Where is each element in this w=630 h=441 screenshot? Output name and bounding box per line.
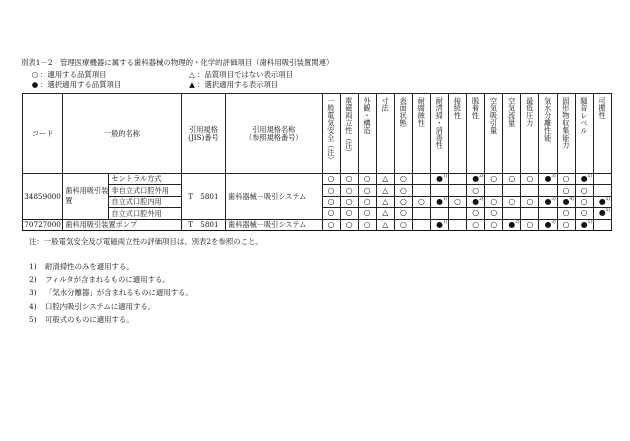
evaluation-cell: ○	[575, 185, 593, 196]
footnote-number: 3)	[29, 288, 37, 298]
legend-symbol: △	[189, 70, 195, 79]
evaluation-cell: ○	[394, 185, 412, 196]
evaluation-cell: ○	[358, 185, 376, 196]
header-item	[376, 94, 394, 174]
evaluation-cell: ○	[394, 219, 412, 230]
legend-symbol: ●	[31, 80, 39, 89]
evaluation-cell: ● 5)	[593, 208, 611, 219]
footnote-text: 「気水分離器」が含まれるものに適用する。	[45, 288, 193, 298]
footnote-ref: 2)	[479, 173, 484, 178]
code-cell: 34859000	[23, 174, 63, 220]
footnote-ref: 2)	[515, 219, 520, 224]
general-name-cell: 歯科用吸引装置	[63, 174, 109, 220]
evaluation-cell: △	[376, 208, 394, 219]
evaluation-cell	[503, 208, 521, 219]
header-item	[557, 94, 575, 174]
footnote-ref: 1)	[442, 196, 448, 201]
evaluation-table	[22, 93, 612, 231]
header-standard-name: 引用規格名称 （参照規格番号）	[226, 94, 322, 174]
header-item	[449, 94, 467, 174]
legend-symbol: ▲	[189, 80, 195, 89]
evaluation-cell: ○	[503, 174, 521, 185]
evaluation-cell: ○	[467, 185, 485, 196]
footnote-ref: 3)	[551, 219, 556, 224]
evaluation-cell: ○	[322, 174, 340, 185]
sub-type-cell: 自立式口腔内用	[109, 196, 181, 207]
footnote-ref: 4)	[569, 196, 574, 201]
evaluation-cell: ● 5)	[575, 174, 593, 185]
evaluation-cell: ○	[557, 208, 575, 219]
evaluation-cell: ● 2)	[503, 219, 521, 230]
header-item	[322, 94, 340, 174]
footnote-ref: 5)	[605, 196, 611, 201]
header-item-label: 気水分離性能	[543, 96, 553, 141]
evaluation-cell: ○	[557, 174, 575, 185]
footnote-number: 4)	[29, 301, 37, 311]
header-item-label: 騒音レベル	[579, 96, 589, 134]
table-header-row	[23, 94, 612, 174]
evaluation-cell	[521, 208, 539, 219]
evaluation-cell	[449, 219, 467, 230]
header-jis-standard: 引用規格 (JIS)番号	[181, 94, 225, 174]
footnote-number: 1)	[29, 262, 37, 271]
footnote-item	[29, 314, 134, 325]
evaluation-cell: ○	[485, 196, 503, 207]
evaluation-cell: ○	[340, 185, 358, 196]
footnote-item	[29, 261, 134, 272]
evaluation-cell: ○	[521, 219, 539, 230]
header-item-label: 耐清掃・消毒性	[435, 96, 445, 149]
header-item-label: 最低圧力	[525, 96, 535, 127]
header-item-label: 可搬性	[598, 96, 608, 119]
header-item-label: 寸法	[381, 96, 391, 112]
footnote-ref: 5)	[587, 219, 592, 224]
evaluation-cell	[449, 174, 467, 185]
evaluation-cell: ● 1)	[430, 219, 448, 230]
footnote-item	[29, 287, 193, 298]
evaluation-cell: ○	[521, 196, 539, 207]
evaluation-cell: △	[376, 185, 394, 196]
header-item	[575, 94, 593, 174]
footnote-ref: 1)	[442, 173, 448, 178]
header-item	[358, 94, 376, 174]
evaluation-cell: ○	[449, 196, 467, 207]
footnote-ref: 3)	[551, 173, 556, 178]
header-item	[340, 94, 358, 174]
evaluation-cell: ○	[322, 219, 340, 230]
legend-text: ：品質項目ではない表示項目	[197, 70, 294, 79]
code-cell: 70727000	[24, 219, 61, 229]
evaluation-cell	[412, 219, 430, 230]
evaluation-cell: ○	[467, 208, 485, 219]
jis-number-cell: T 5801	[181, 219, 225, 230]
evaluation-cell: ○	[340, 196, 358, 207]
evaluation-cell: ○	[340, 174, 358, 185]
evaluation-cell: ○	[557, 185, 575, 196]
footnote-ref: 1)	[442, 219, 448, 224]
evaluation-cell: ● 3)	[539, 196, 557, 207]
legend-symbol: ○	[31, 70, 39, 79]
footnote-text: 口腔内吸引システムに適用する。	[45, 301, 156, 311]
evaluation-cell: ○	[485, 208, 503, 219]
evaluation-cell: ○	[358, 174, 376, 185]
legend-text: ：選択適用する表示項目	[197, 80, 279, 89]
evaluation-cell: ○	[412, 196, 430, 207]
sub-type-cell: 自立式口腔外用	[109, 208, 181, 219]
evaluation-cell: △	[376, 219, 394, 230]
legend-item-select-display	[187, 79, 278, 90]
header-item	[485, 94, 503, 174]
footnote-ref: 3)	[551, 196, 556, 201]
evaluation-cell: ○	[340, 208, 358, 219]
sub-type-cell: セントラル方式	[109, 174, 181, 185]
footnote-ref: 2)	[479, 196, 484, 201]
header-item	[467, 94, 485, 174]
evaluation-cell: ○	[322, 185, 340, 196]
header-item	[394, 94, 412, 174]
evaluation-cell	[503, 185, 521, 196]
header-item-label: 耐腐蝕性	[417, 96, 427, 127]
evaluation-cell: ○	[394, 196, 412, 207]
evaluation-cell: ● 4)	[557, 196, 575, 207]
header-item-label: 脱着性	[471, 96, 481, 119]
header-general-name: 一般的名称	[63, 94, 182, 174]
evaluation-cell	[449, 208, 467, 219]
header-item-label: 外観・構造	[362, 96, 372, 134]
header-item-label: 空気流量	[507, 96, 517, 127]
legend-text: ：選択適用する品質項目	[40, 80, 122, 89]
evaluation-cell: ● 2)	[467, 196, 485, 207]
table-row	[23, 219, 612, 230]
evaluation-cell	[412, 208, 430, 219]
evaluation-cell: ○	[358, 196, 376, 207]
header-item	[521, 94, 539, 174]
jis-number-cell: T 5801	[181, 174, 225, 220]
footnote-item	[29, 274, 170, 285]
evaluation-cell: △	[376, 174, 394, 185]
footnote-text: フィルタが含まれるものに適用する。	[45, 275, 170, 285]
header-item-label: 一般電気安全（注）	[326, 96, 336, 164]
general-name-cell: 歯科用吸引装置ポンプ	[63, 219, 182, 230]
evaluation-cell	[539, 185, 557, 196]
header-item-label: 空気吸引量	[489, 96, 499, 134]
standard-name-cell: 歯科器械－吸引システム	[226, 219, 322, 230]
header-code: コード	[23, 94, 63, 174]
legend-text: ：適用する品質項目	[40, 70, 107, 79]
footnote-number: 5)	[29, 314, 37, 324]
footnote-number: 2)	[29, 275, 37, 285]
evaluation-cell: ○	[575, 196, 593, 207]
evaluation-cell	[539, 208, 557, 219]
footnote-item	[29, 301, 155, 312]
evaluation-cell	[521, 185, 539, 196]
evaluation-cell	[412, 174, 430, 185]
sub-type-cell: 非自立式口腔外用	[109, 185, 181, 196]
evaluation-cell: ● 3)	[539, 219, 557, 230]
evaluation-cell: ○	[394, 174, 412, 185]
evaluation-cell: ○	[340, 219, 358, 230]
evaluation-cell: ○	[467, 219, 485, 230]
header-item-label: 表面状態	[399, 96, 409, 127]
evaluation-cell	[430, 185, 448, 196]
evaluation-cell: ● 1)	[430, 174, 448, 185]
evaluation-cell: ○	[358, 208, 376, 219]
evaluation-cell	[449, 185, 467, 196]
footnote-ref: 5)	[587, 173, 592, 178]
evaluation-cell: ● 3)	[539, 174, 557, 185]
header-item-label: 電磁両立性（注）	[344, 96, 354, 156]
evaluation-cell: ○	[394, 208, 412, 219]
header-item	[430, 94, 448, 174]
evaluation-cell	[485, 185, 503, 196]
header-item	[412, 94, 430, 174]
header-item	[539, 94, 557, 174]
evaluation-cell: ● 1)	[430, 196, 448, 207]
evaluation-cell: ● 2)	[467, 174, 485, 185]
header-item-label: 接続性	[453, 96, 463, 119]
table-row	[23, 174, 612, 185]
footnote-text: 可般式のものに適用する。	[45, 314, 134, 324]
evaluation-cell: ● 5)	[593, 196, 611, 207]
evaluation-cell: ○	[575, 208, 593, 219]
evaluation-cell: ○	[322, 196, 340, 207]
evaluation-cell	[593, 174, 611, 185]
evaluation-cell: ● 5)	[575, 219, 593, 230]
table-note: 注：一般電気安全及び電磁両立性の評価項目は、別表2を参照のこと。	[29, 237, 263, 246]
header-item	[593, 94, 611, 174]
evaluation-cell: ○	[485, 219, 503, 230]
evaluation-cell	[412, 185, 430, 196]
evaluation-cell: ○	[322, 208, 340, 219]
evaluation-cell	[593, 219, 611, 230]
evaluation-cell	[430, 208, 448, 219]
footnote-text: 耐清掃性のみを適用する。	[45, 262, 134, 271]
evaluation-cell	[593, 185, 611, 196]
footnote-ref: 5)	[605, 207, 611, 213]
evaluation-cell: ○	[485, 174, 503, 185]
evaluation-cell: △	[376, 196, 394, 207]
table-title: 別表1－2 管理医療機器に属する歯科器械の物理的・化学的評価項目（歯科用吸引装置関連）	[21, 58, 334, 67]
header-item-label: 固形物収集能力	[561, 96, 571, 149]
header-item	[503, 94, 521, 174]
standard-name-cell: 歯科器械－吸引システム	[226, 174, 322, 220]
evaluation-cell: ○	[521, 174, 539, 185]
evaluation-cell: ○	[557, 219, 575, 230]
evaluation-cell: ○	[503, 196, 521, 207]
legend-item-select	[30, 79, 121, 90]
evaluation-cell: ○	[358, 219, 376, 230]
